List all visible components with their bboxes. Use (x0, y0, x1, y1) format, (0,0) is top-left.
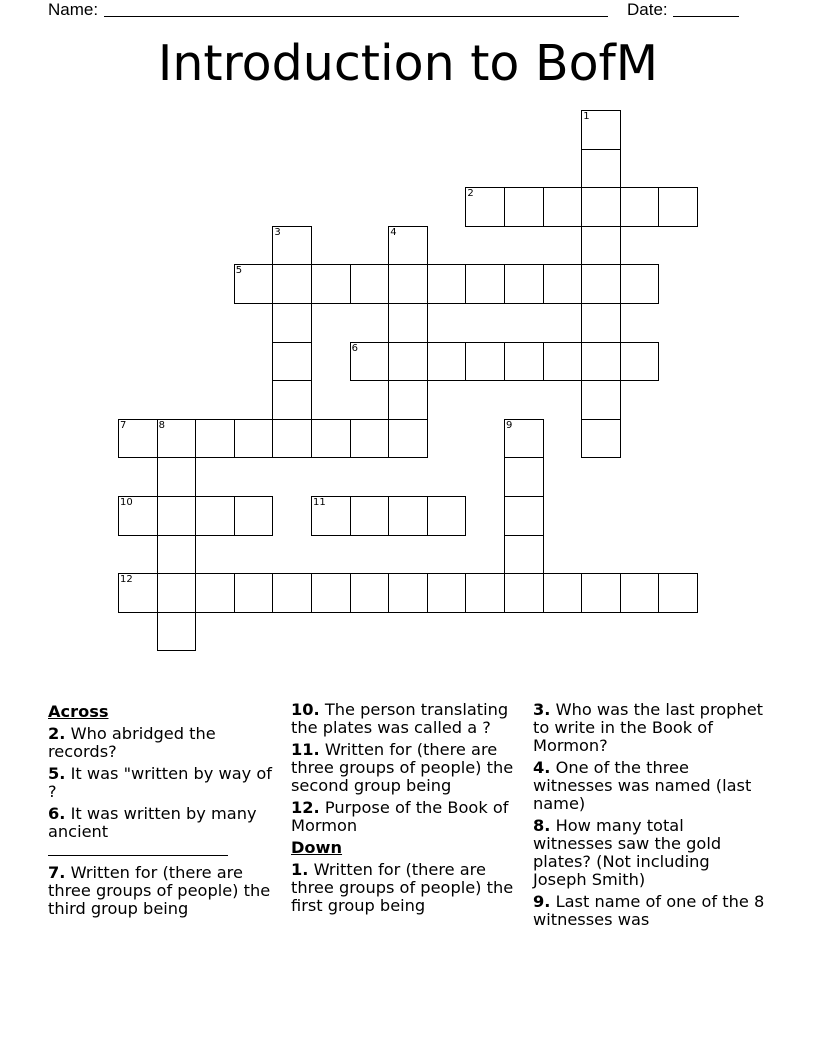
grid-cell[interactable] (427, 342, 467, 382)
grid-cell[interactable] (620, 573, 660, 613)
grid-cell[interactable] (350, 264, 390, 304)
grid-cell[interactable] (388, 264, 428, 304)
clue-down-8: 8. How many total witnesses saw the gold plates? (Not including Joseph Smith) (533, 816, 722, 889)
grid-cell[interactable] (543, 573, 583, 613)
clue-number: 1 (583, 111, 590, 122)
clue-column-3 (533, 701, 765, 933)
date-label: Date: (627, 0, 668, 19)
grid-cell[interactable] (311, 419, 351, 459)
clue-across-10: 10. The person translating the plates was called a ? (291, 700, 509, 737)
grid-cell[interactable] (157, 573, 197, 613)
grid-cell[interactable] (195, 496, 235, 536)
grid-cell[interactable] (504, 342, 544, 382)
grid-cell[interactable] (620, 187, 660, 227)
grid-cell[interactable] (311, 264, 351, 304)
clue-number: 4 (390, 226, 397, 238)
grid-cell[interactable] (504, 264, 544, 304)
grid-cell[interactable] (504, 535, 544, 575)
clue-down-9: 9. Last name of one of the 8 witnesses was (533, 892, 765, 929)
grid-cell[interactable] (234, 419, 274, 459)
grid-cell[interactable] (543, 342, 583, 382)
clue-down-3: 3. Who was the last prophet to write in the Book of Mormon? (533, 700, 764, 755)
grid-cell[interactable] (388, 496, 428, 536)
grid-cell[interactable] (157, 535, 197, 575)
clue-column-1 (48, 701, 276, 922)
grid-cell[interactable] (543, 187, 583, 227)
grid-cell[interactable] (465, 573, 505, 613)
grid-cell[interactable] (504, 573, 544, 613)
clue-number: 9 (506, 419, 513, 431)
clue-column-2 (291, 701, 519, 919)
grid-cell[interactable] (427, 573, 467, 613)
grid-cell[interactable] (234, 573, 274, 613)
grid-cell[interactable] (620, 342, 660, 382)
grid-cell[interactable] (388, 303, 428, 343)
clue-across-6: 6. It was written by many ancient (48, 805, 276, 860)
clue-across-7: 7. Written for (there are three groups of people) the third group being (48, 863, 271, 918)
grid-cell[interactable] (658, 187, 698, 227)
grid-cell[interactable] (504, 496, 544, 536)
clue-number: 5 (235, 265, 243, 277)
clue-number: 11 (313, 497, 326, 508)
clue-across-2: 2. Who abridged the records? (48, 724, 216, 761)
grid-cell[interactable] (465, 342, 505, 382)
grid-cell[interactable] (195, 419, 235, 459)
page-title: Introduction to BofM (157, 35, 659, 92)
grid-cell[interactable] (234, 496, 274, 536)
answer-blank (48, 841, 228, 856)
grid-cell[interactable] (157, 612, 197, 652)
clue-down-1: 1. Written for (there are three groups of people) the first group being (291, 860, 514, 915)
grid-cell[interactable] (388, 573, 428, 613)
clue-number: 2 (467, 188, 474, 200)
grid-cell[interactable] (350, 419, 390, 459)
grid-cell[interactable] (157, 496, 197, 536)
clue-number: 3 (274, 226, 281, 238)
grid-cell[interactable] (272, 303, 312, 343)
clue-across-12: 12. Purpose of the Book of Mormon (291, 798, 509, 835)
grid-cell[interactable] (350, 496, 390, 536)
name-label: Name: (48, 0, 99, 19)
grid-cell[interactable] (581, 380, 621, 420)
clue-number: 10 (120, 497, 133, 508)
grid-cell[interactable] (581, 226, 621, 266)
grid-cell[interactable] (504, 457, 544, 497)
grid-cell[interactable] (272, 380, 312, 420)
grid-cell[interactable] (581, 342, 621, 382)
grid-cell[interactable] (388, 419, 428, 459)
grid-cell[interactable] (388, 342, 428, 382)
grid-cell[interactable] (620, 264, 660, 304)
clue-number: 6 (351, 342, 358, 354)
grid-cell[interactable] (581, 573, 621, 613)
grid-cell[interactable] (581, 303, 621, 343)
clue-number: 12 (120, 574, 133, 586)
grid-cell[interactable] (427, 496, 467, 536)
grid-cell[interactable] (465, 264, 505, 304)
clue-down-4: 4. One of the three witnesses was named (last name) (533, 758, 752, 813)
grid-cell[interactable] (581, 419, 621, 459)
grid-cell[interactable] (504, 187, 544, 227)
grid-cell[interactable] (543, 264, 583, 304)
grid-cell[interactable] (427, 264, 467, 304)
down-heading: Down (291, 838, 343, 857)
grid-cell[interactable] (658, 573, 698, 613)
grid-cell[interactable] (195, 573, 235, 613)
grid-cell[interactable] (157, 457, 197, 497)
across-heading: Across (48, 702, 109, 721)
grid-cell[interactable] (350, 573, 390, 613)
grid-cell[interactable] (272, 573, 312, 613)
clue-across-5: 5. It was "written by way of ? (48, 764, 272, 801)
clue-across-11: 11. Written for (there are three groups of people) the second group being (291, 740, 514, 795)
grid-cell[interactable] (581, 149, 621, 189)
grid-cell[interactable] (272, 264, 312, 304)
clue-number: 8 (158, 419, 165, 431)
grid-cell[interactable] (581, 264, 621, 304)
grid-cell[interactable] (272, 419, 312, 459)
grid-cell[interactable] (311, 573, 351, 613)
clue-number: 7 (120, 419, 127, 431)
grid-cell[interactable] (581, 187, 621, 227)
grid-cell[interactable] (388, 380, 428, 420)
grid-cell[interactable] (272, 342, 312, 382)
